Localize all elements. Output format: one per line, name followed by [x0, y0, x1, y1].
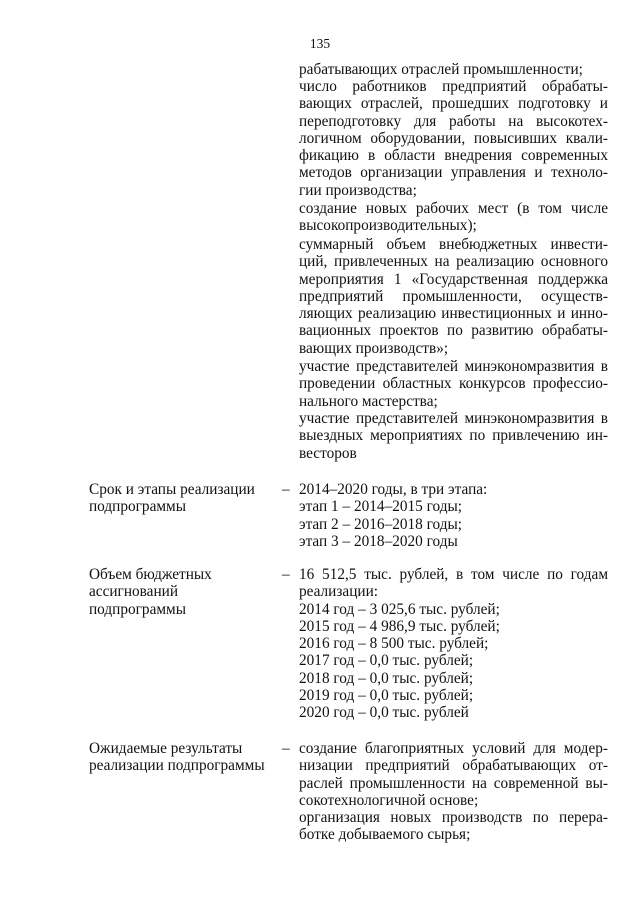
text-line: фикацию в области внедрения современных	[299, 147, 608, 165]
label-line: ассигнований	[89, 583, 179, 601]
value-line: 2017 год – 0,0 тыс. рублей;	[299, 652, 474, 670]
value-line: 2020 год – 0,0 тыс. рублей	[299, 704, 469, 722]
text-line: участие представителей минэкономразвития в	[299, 410, 608, 427]
value-line: 2019 год – 0,0 тыс. рублей;	[299, 687, 474, 705]
label-line: реализации подпрограммы	[89, 757, 265, 775]
value-line: 2018 год – 0,0 тыс. рублей;	[299, 669, 474, 687]
text-line: нального мастерства;	[299, 392, 438, 410]
value-line: 2015 год – 4 986,9 тыс. рублей;	[299, 617, 500, 635]
text-line: ляющих реализацию инвестиционных и инно-	[299, 305, 608, 323]
value-line: создание благоприятных условий для модер-	[299, 740, 608, 757]
top-paragraph-5	[299, 358, 608, 410]
section-value-budget	[299, 566, 608, 722]
text-line: ций, привлеченных на реализацию основного	[299, 253, 608, 271]
label-line: Ожидаемые результаты	[89, 740, 243, 757]
text-line: высокопроизводительных);	[299, 217, 477, 235]
text-line: гии производства;	[299, 181, 417, 199]
top-paragraph-3	[299, 200, 608, 235]
label-line: Срок и этапы реализации	[89, 481, 255, 498]
text-line: вационных проектов по развитию обрабаты-	[299, 322, 608, 340]
value-line: сокотехнологичной основе;	[299, 791, 479, 809]
dash-separator: –	[282, 566, 290, 583]
text-line: проведении областных конкурсов профессио-	[299, 375, 608, 393]
dash-separator: –	[282, 481, 290, 498]
value-line: 2014–2020 годы, в три этапа:	[299, 481, 488, 498]
text-line: вающих отраслей, прошедших подготовку и	[299, 95, 608, 113]
value-line: 2014 год – 3 025,6 тыс. рублей;	[299, 600, 500, 618]
text-line: суммарный объем внебюджетных инвести-	[299, 236, 608, 253]
text-line: рабатывающих отраслей промышленности;	[299, 61, 583, 78]
value-line: 2016 год – 8 500 тыс. рублей;	[299, 635, 489, 653]
value-line: ботке добываемого сырья;	[299, 826, 471, 844]
top-paragraph-2	[299, 78, 608, 199]
value-line: этап 3 – 2018–2020 годы	[299, 532, 458, 550]
label-line: подпрограммы	[89, 498, 187, 516]
top-paragraph-4	[299, 236, 608, 357]
text-line: весторов	[299, 444, 357, 462]
section-label-results	[89, 740, 279, 775]
label-line: подпрограммы	[89, 600, 187, 618]
section-value-results	[299, 740, 608, 844]
section-label-timeline	[89, 481, 279, 516]
text-line: вающих производств»;	[299, 339, 449, 357]
top-paragraph-1	[299, 61, 608, 78]
top-paragraph-6	[299, 410, 608, 462]
value-line: низации предприятий обрабатывающих от-	[299, 757, 608, 775]
text-line: участие представителей минэкономразвития в	[299, 358, 608, 375]
label-line: Объем бюджетных	[89, 566, 212, 583]
value-line: 16 512,5 тыс. рублей, в том числе по годам	[299, 566, 608, 583]
text-line: переподготовку для работы на высокотех-	[299, 112, 608, 130]
value-line: реализации:	[299, 583, 379, 601]
text-line: создание новых рабочих мест (в том числе	[299, 200, 608, 217]
page-number: 135	[309, 36, 331, 51]
value-line: раслей промышленности на современной вы-	[299, 774, 608, 792]
text-line: выездных мероприятиях по привлечению ин-	[299, 427, 608, 445]
text-line: число работников предприятий обрабаты-	[299, 78, 608, 95]
text-line: логичном оборудовании, повысивших квали-	[299, 129, 608, 147]
value-line: этап 2 – 2016–2018 годы;	[299, 515, 463, 533]
section-label-budget	[89, 566, 279, 618]
section-value-timeline	[299, 481, 608, 550]
text-line: методов организации управления и техноло-	[299, 164, 608, 182]
text-line: мероприятия 1 «Государственная поддержка	[299, 270, 608, 288]
dash-separator: –	[282, 740, 290, 757]
text-line: предприятий промышленности, осуществ-	[299, 287, 608, 305]
value-line: организация новых производств по перера-	[299, 809, 608, 827]
value-line: этап 1 – 2014–2015 годы;	[299, 498, 463, 516]
